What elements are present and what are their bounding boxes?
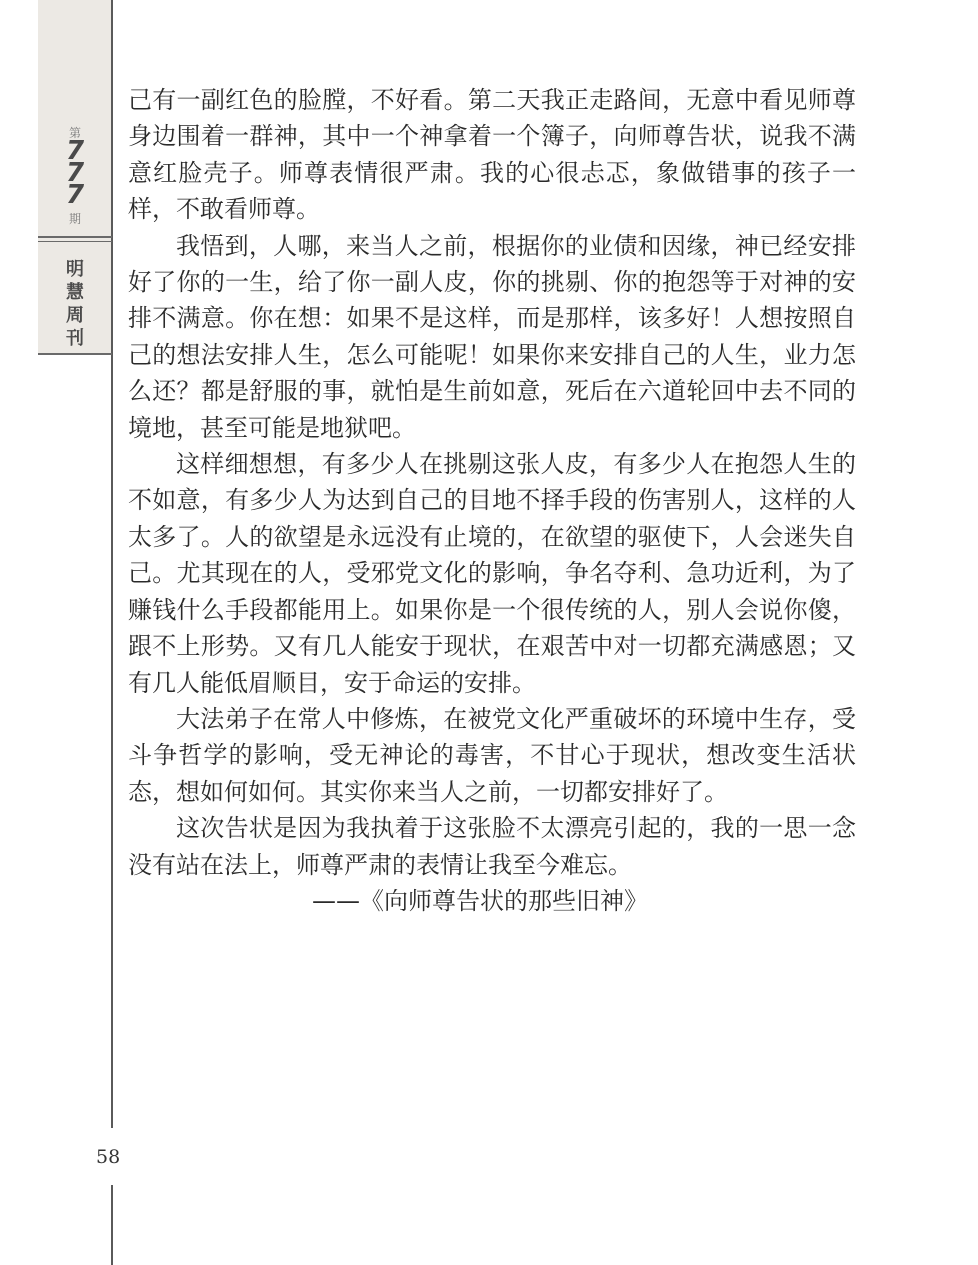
magazine-char: 明	[66, 259, 84, 280]
page-number: 58	[96, 1146, 121, 1168]
sidebar-bottom-rule	[38, 353, 112, 355]
article-source: ——《向师尊告状的那些旧神》	[312, 886, 648, 915]
sidebar-divider	[38, 236, 112, 242]
magazine-char: 刊	[66, 328, 84, 349]
issue-digit: 7	[65, 180, 85, 210]
issue-suffix: 期	[68, 212, 81, 226]
issue-digit: 7	[65, 158, 85, 188]
magazine-char: 周	[66, 305, 84, 326]
issue-prefix: 第	[68, 126, 81, 140]
magazine-name	[38, 258, 112, 350]
vertical-rule-bottom	[111, 1185, 113, 1265]
article-paragraph: 大法弟子在常人中修炼，在被党文化严重破坏的环境中生存，受斗争哲学的影响，受无神论的毒害，不甘心于现状，想改变生活状态，想如何如何。其实你来当人之前，一切都安排好了。	[128, 704, 856, 806]
issue-digit: 7	[65, 136, 85, 166]
issue-number	[38, 136, 112, 210]
article-paragraph: 这次告状是因为我执着于这张脸不太漂亮引起的，我的一思一念没有站在法上，师尊严肃的表情让我至今难忘。	[128, 814, 856, 879]
article-paragraph: 这样细想想，有多少人在挑剔这张人皮，有多少人在抱怨人生的不如意，有多少人为达到自己的目地不择手段的伤害别人，这样的人太多了。人的欲望是永远没有止境的，在欲望的驱使下，人会迷失自己。尤其现在的人，受邪党文化的影响，争名夺利、急功近利，为了赚钱什么手段都能用上。如果你是一个很传统的人，别人会说你傻，跟不上形势。又有几人能安于现状，在艰苦中对一切都充满感恩；又有几人能低眉顺目，安于命运的安排。	[128, 450, 856, 697]
article-paragraph: 我悟到，人哪，来当人之前，根据你的业债和因缘，神已经安排好了你的一生，给了你一副人皮，你的挑剔、你的抱怨等于对神的安排不满意。你在想：如果不是这样，而是那样，该多好！人想按照自己的想法安排人生，怎么可能呢！如果你来安排自己的人生，业力怎么还？都是舒服的事，就怕是生前如意，死后在六道轮回中去不同的境地，甚至可能是地狱吧。	[128, 231, 856, 442]
article-paragraph: 己有一副红色的脸膛，不好看。第二天我正走路间，无意中看见师尊身边围着一群神，其中一个神拿着一个簿子，向师尊告状，说我不满意红脸壳子。师尊表情很严肃。我的心很忐忑，象做错事的孩子一样，不敢看师尊。	[128, 86, 856, 224]
magazine-char: 慧	[66, 282, 84, 303]
article-body	[128, 82, 856, 919]
